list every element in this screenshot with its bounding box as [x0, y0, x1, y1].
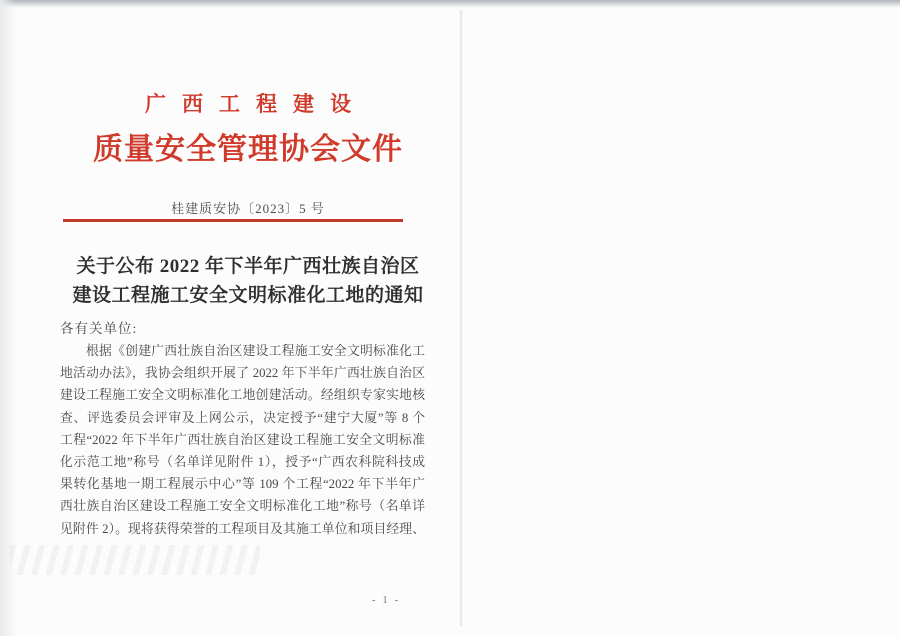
title-line-1: 关于公布 2022 年下半年广西壮族自治区 [76, 256, 420, 277]
body-line: 果转化基地一期工程展示中心”等 109 个工程“2022 年下半年广 [60, 477, 425, 492]
document-title [48, 252, 448, 310]
document-page-1 [8, 8, 460, 636]
title-line-2: 建设工程施工安全文明标准化工地的通知 [72, 285, 424, 306]
page-number-1: - 1 - [371, 594, 401, 606]
org-name-line1: 广西工程建设 [145, 92, 367, 116]
photo-top-edge [0, 0, 900, 8]
salutation: 各有关单位: [60, 321, 138, 336]
body-line: 根据《创建广西壮族自治区建设工程施工安全文明标准化工 [86, 344, 425, 358]
body-line: 工程“2022 年下半年广西壮族自治区建设工程施工安全文明标准 [60, 432, 425, 447]
body-line: 地活动办法》，我协会组织开展了 2022 年下半年广西壮族自治区 [60, 366, 425, 381]
body-line: 查、评选委员会评审及上网公示，决定授予“建宁大厦”等 8 个 [60, 410, 425, 425]
document-number: 桂建质安协〔2023〕5 号 [171, 201, 325, 216]
body-line: 化示范工地”称号（名单详见附件 1），授予“广西农科院科技成 [60, 455, 425, 470]
document-page-2 [460, 8, 900, 636]
org-name-line2: 质量安全管理协会文件 [93, 133, 403, 166]
body-line: 见附件 2）。现将获得荣誉的工程项目及其施工单位和项目经理、 [60, 521, 425, 536]
body-paragraph-page1 [60, 340, 425, 540]
body-line: 西壮族自治区建设工程施工安全文明标准化工地”称号（名单详 [60, 499, 425, 514]
red-divider-line [63, 219, 403, 222]
body-line: 建设工程施工安全文明标准化工地创建活动。经组织专家实地核 [60, 388, 425, 403]
